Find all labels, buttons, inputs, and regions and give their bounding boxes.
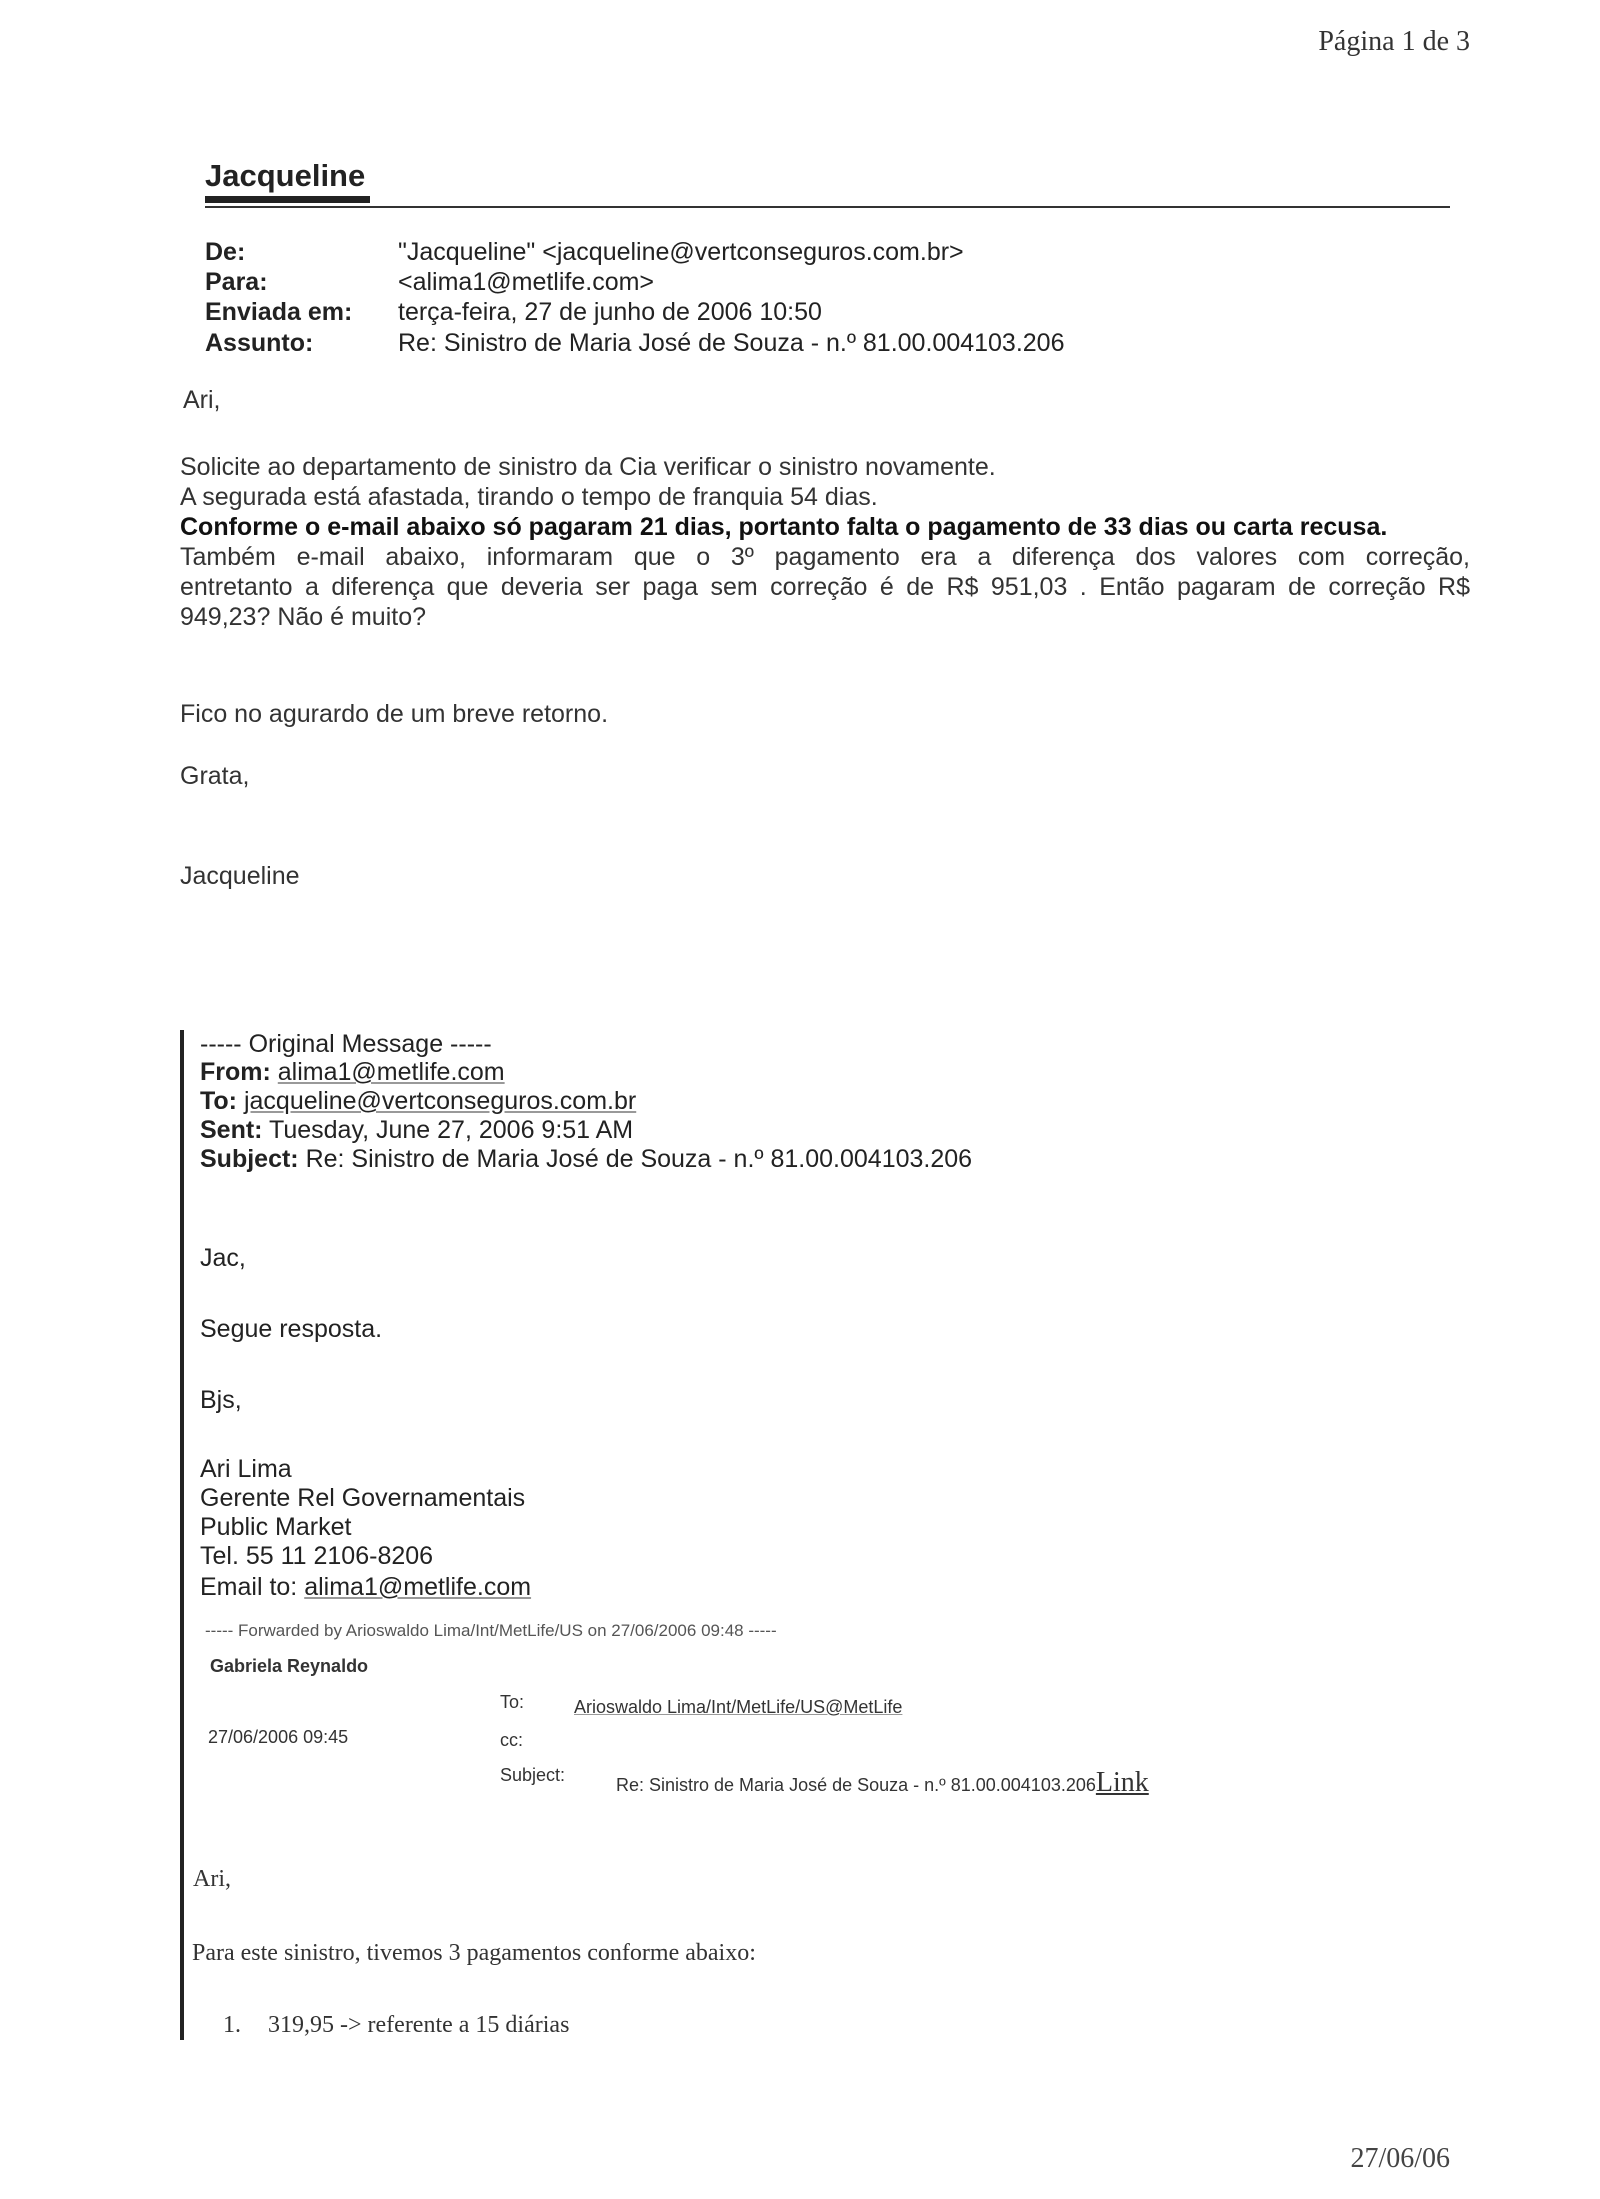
header-subject-value: Re: Sinistro de Maria José de Souza - n.º 81.00.004103.206 — [398, 329, 1065, 357]
memo-date: 27/06/2006 09:45 — [208, 1727, 349, 1747]
header-divider — [205, 206, 1450, 208]
sig-email — [200, 1573, 531, 1602]
email-signature: Jacqueline — [180, 862, 300, 890]
memo-subject-link[interactable]: Link — [1095, 1767, 1149, 1798]
original-to — [200, 1087, 636, 1116]
sig-email-label: Email to: — [200, 1573, 298, 1601]
original-subject-value: Re: Sinistro de Maria José de Souza - n.º 81.00.004103.206 — [305, 1145, 973, 1173]
original-from-email-link[interactable]: alima1@metlife.com — [277, 1058, 505, 1086]
body-line: A segurada está afastada, tirando o tempo de franquia 54 dias. — [180, 483, 878, 511]
memo-to-value-link[interactable]: Arioswaldo Lima/Int/MetLife/US@MetLife — [574, 1697, 903, 1717]
memo-subject-label: Subject: — [500, 1765, 566, 1785]
email-greeting: Ari, — [183, 386, 221, 414]
original-from-label: From: — [200, 1058, 271, 1086]
email-sender-title: Jacqueline — [205, 158, 366, 193]
original-to-label: To: — [200, 1087, 238, 1115]
memo-author: Gabriela Reynaldo — [210, 1656, 369, 1676]
memo-intro: Para este sinistro, tivemos 3 pagamentos conforme abaixo: — [192, 1940, 756, 1966]
sig-title: Gerente Rel Governamentais — [200, 1484, 526, 1512]
original-from — [200, 1058, 505, 1087]
body-line: Solicite ao departamento de sinistro da Cia verificar o sinistro novamente. — [180, 453, 996, 481]
original-sent — [200, 1116, 633, 1145]
sig-email-link[interactable]: alima1@metlife.com — [304, 1573, 532, 1601]
header-sent-value: terça-feira, 27 de junho de 2006 10:50 — [398, 298, 822, 326]
header-to-label: Para: — [205, 268, 268, 296]
page-number: Página 1 de 3 — [1318, 26, 1470, 57]
memo-greeting: Ari, — [193, 1866, 231, 1892]
original-line: Bjs, — [200, 1386, 242, 1414]
body-line: Também e-mail abaixo, informaram que o 3º pagamento era a diferença dos valores com correção, — [180, 543, 1470, 571]
title-underline — [205, 196, 370, 203]
original-sent-value: Tuesday, June 27, 2006 9:51 AM — [269, 1116, 634, 1144]
body-line-emphasis: Conforme o e-mail abaixo só pagaram 21 dias, portanto falta o pagamento de 33 dias ou carta recusa. — [180, 513, 1388, 541]
quote-bar — [180, 1030, 184, 2040]
memo-to-label: To: — [500, 1692, 525, 1712]
original-message-marker: ----- Original Message ----- — [200, 1030, 492, 1058]
original-greeting: Jac, — [200, 1244, 246, 1272]
memo-subject — [616, 1767, 1149, 1799]
footer-date: 27/06/06 — [1350, 2143, 1450, 2174]
body-line: entretanto a diferença que deveria ser paga sem correção é de R$ 951,03 . Então pagaram de correção R$ — [180, 573, 1470, 601]
original-subject — [200, 1145, 972, 1174]
header-subject-label: Assunto: — [205, 329, 314, 357]
email-body — [180, 452, 1470, 632]
payment-item-number: 1. — [223, 2012, 241, 2038]
email-closing: Fico no agurardo de um breve retorno. — [180, 700, 609, 728]
sig-name: Ari Lima — [200, 1455, 292, 1483]
body-line: 949,23? Não é muito? — [180, 603, 427, 631]
original-line: Segue resposta. — [200, 1315, 383, 1343]
header-sent-label: Enviada em: — [205, 298, 353, 326]
sig-dept: Public Market — [200, 1513, 352, 1541]
memo-cc-label: cc: — [500, 1730, 524, 1750]
forwarded-line: ----- Forwarded by Arioswaldo Lima/Int/MetLife/US on 27/06/2006 09:48 ----- — [205, 1621, 777, 1640]
sig-tel: Tel. 55 11 2106-8206 — [200, 1542, 434, 1570]
payment-item-text: 319,95 -> referente a 15 diárias — [268, 2012, 570, 2038]
original-to-email-link[interactable]: jacqueline@vertconseguros.com.br — [243, 1087, 637, 1115]
original-sent-label: Sent: — [200, 1116, 263, 1144]
memo-subject-value: Re: Sinistro de Maria José de Souza - n.º 81.00.004103.206 — [616, 1775, 1096, 1795]
email-salutation: Grata, — [180, 762, 250, 790]
header-to-value: <alima1@metlife.com> — [398, 268, 655, 296]
original-subject-label: Subject: — [200, 1145, 299, 1173]
header-from-label: De: — [205, 238, 246, 266]
header-from-value: "Jacqueline" <jacqueline@vertconseguros.com.br> — [398, 238, 964, 266]
